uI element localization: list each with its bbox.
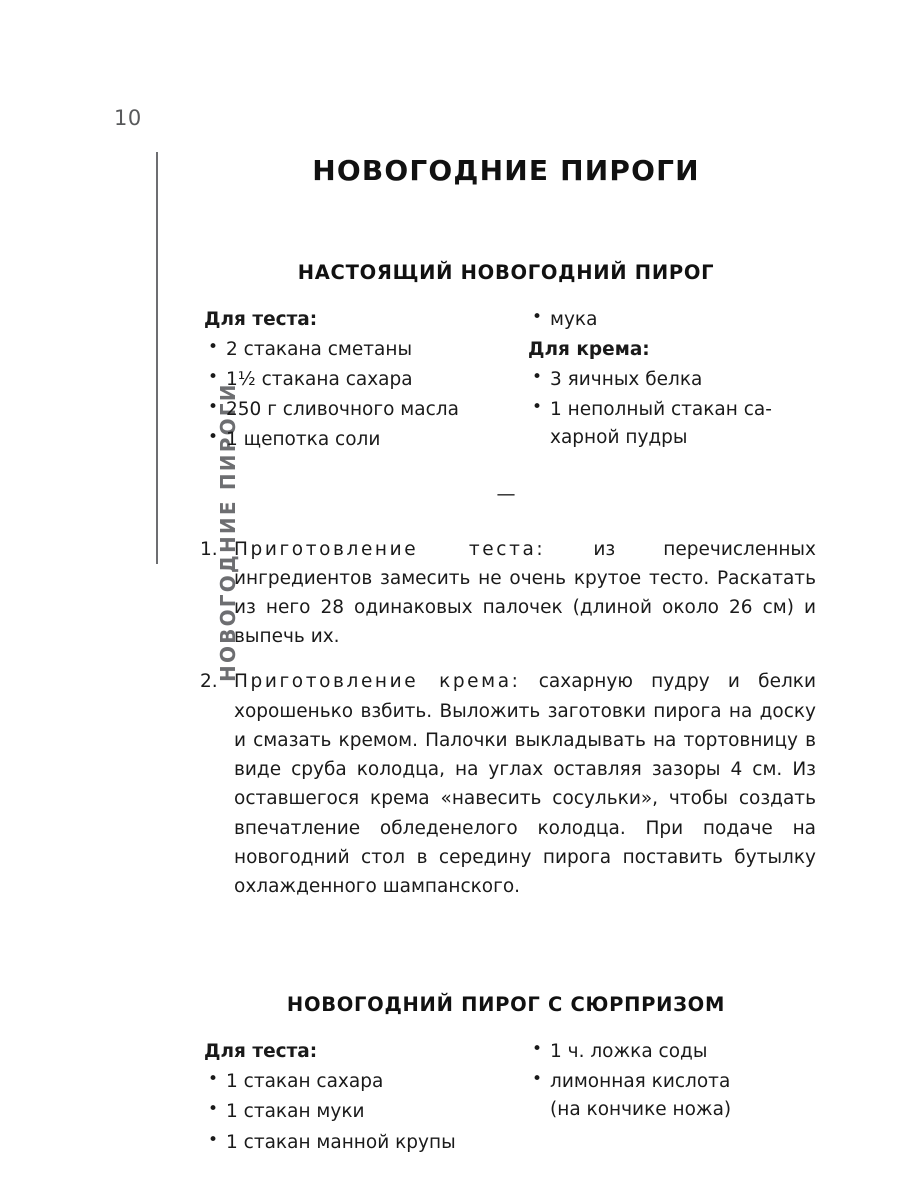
ingredients-column-right-2 — [506, 1038, 816, 1158]
list-item: • 1 стакан манной крупы — [196, 1129, 506, 1157]
step-item — [196, 535, 816, 652]
recipe-title-1: НАСТОЯЩИЙ НОВОГОДНИЙ ПИРОГ — [297, 261, 715, 284]
page-content — [196, 148, 816, 1159]
chapter-title: НОВОГОДНИЕ ПИРОГИ — [312, 154, 700, 187]
ingredients-column-right-1 — [506, 306, 816, 457]
list-item-text: лимонная кислота — [550, 1071, 731, 1093]
ingredients-block-2 — [196, 1038, 816, 1158]
ingredients-column-left-2 — [196, 1038, 506, 1158]
ingredients-block-1 — [196, 306, 816, 457]
page-number: 10 — [114, 106, 142, 130]
dough-list-2 — [196, 1068, 506, 1156]
step-item — [196, 667, 816, 901]
list-item: • 1 щепотка соли — [196, 426, 506, 454]
cream-heading-1: Для крема: — [528, 339, 650, 361]
dough-list-1 — [196, 336, 506, 454]
dough-heading-1: Для теста: — [204, 309, 318, 330]
list-item — [520, 396, 816, 452]
section-separator: — — [496, 482, 516, 505]
step-text: из перечисленных ингредиентов замесить не очень крутое тесто. Раскатать из него 28 одинаковых палочек (длиной около 26 см) и выпечь их. — [234, 538, 816, 648]
list-item: • 250 г сливочного масла — [196, 396, 506, 424]
list-item — [520, 1068, 816, 1124]
list-item: • 1½ стакана сахара — [196, 366, 506, 394]
list-item: • 2 стакана сметаны — [196, 336, 506, 364]
list-item: • мука — [520, 306, 816, 334]
cream-list-1 — [520, 366, 816, 452]
step-lead: Приготовление крема: — [234, 671, 521, 693]
step-lead: Приготовление теста: — [234, 538, 546, 560]
list-item-continuation: (на кончике ножа) — [550, 1099, 732, 1121]
list-item: • 3 яичных белка — [520, 366, 816, 394]
step-number: 2. — [200, 671, 218, 693]
running-head-container — [100, 170, 240, 682]
step-number: 1. — [200, 538, 218, 560]
list-item: • 1 стакан сахара — [196, 1068, 506, 1096]
other-list-2 — [520, 1038, 816, 1124]
ingredients-column-left-1 — [196, 306, 506, 457]
list-item-text: 1 неполный стакан са- — [550, 399, 772, 421]
dough-heading-2: Для теста: — [204, 1041, 318, 1063]
list-item: • 1 стакан муки — [196, 1098, 506, 1126]
flour-list-1 — [520, 306, 816, 334]
steps-list-1 — [196, 535, 816, 902]
running-head: НОВОГОДНИЕ ПИРОГИ — [216, 382, 240, 682]
list-item: • 1 ч. ложка соды — [520, 1038, 816, 1066]
step-text: сахарную пудру и белки хорошенько взбить. Выложить заготовки пирога на доску и смазать кремом. Палочки выкладывать на тортовницу в виде сруба колодца, на углах оставляя зазоры 4 см. Из оставшегося крема «навесить сосульки», чтобы создать впечатление обледенелого колодца. При подаче на новогодний стол в середину пирога поставить бутылку охлажденного шампанского. — [234, 671, 816, 897]
recipe-title-2: НОВОГОДНИЙ ПИРОГ С СЮРПРИЗОМ — [286, 993, 726, 1017]
list-item-continuation: харной пудры — [550, 427, 688, 449]
